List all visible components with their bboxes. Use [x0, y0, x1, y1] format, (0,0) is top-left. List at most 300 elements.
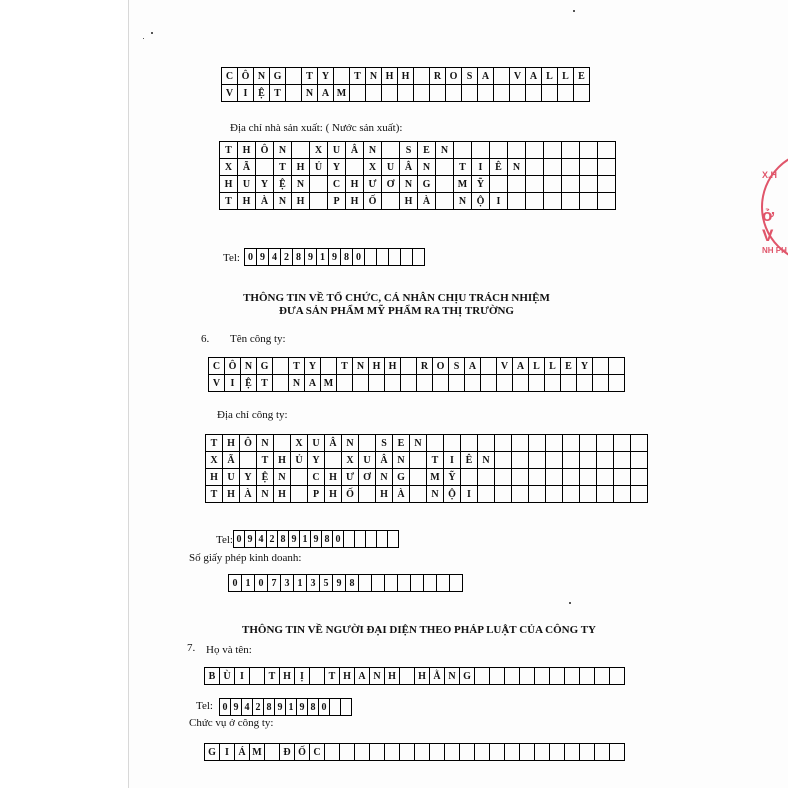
char-box	[529, 469, 546, 486]
char-box	[598, 142, 616, 159]
char-box: 0	[245, 249, 257, 266]
section7-number: 7.	[187, 642, 196, 654]
grid-row	[206, 469, 648, 486]
char-box: 4	[256, 531, 267, 548]
char-box	[580, 668, 595, 685]
char-box	[460, 744, 475, 761]
char-box	[414, 85, 430, 102]
char-box: T	[427, 452, 444, 469]
char-box	[325, 452, 342, 469]
char-box	[631, 486, 648, 503]
char-box: H	[223, 486, 240, 503]
char-box: H	[382, 68, 398, 85]
char-box: H	[274, 452, 291, 469]
char-box	[481, 375, 497, 392]
char-box: N	[353, 358, 369, 375]
char-box: Y	[318, 68, 334, 85]
char-box: V	[209, 375, 225, 392]
char-box	[436, 176, 454, 193]
char-box: E	[574, 68, 590, 85]
char-box	[508, 176, 526, 193]
grid-row	[222, 68, 590, 85]
char-box	[631, 435, 648, 452]
char-box	[495, 486, 512, 503]
char-box	[614, 486, 631, 503]
company-name-label: Tên công ty:	[230, 333, 286, 345]
char-box	[410, 486, 427, 503]
char-box: S	[462, 68, 478, 85]
char-box: Â	[376, 452, 393, 469]
char-box	[382, 85, 398, 102]
char-box	[580, 486, 597, 503]
char-box: Ủ	[310, 159, 328, 176]
char-box: 9	[311, 531, 322, 548]
char-box: Y	[577, 358, 593, 375]
char-box	[472, 142, 490, 159]
char-box: Ỹ	[444, 469, 461, 486]
char-box	[410, 469, 427, 486]
char-box: 7	[268, 575, 281, 592]
char-box: 9	[297, 699, 308, 716]
char-box	[433, 375, 449, 392]
representative-name-grid	[204, 667, 625, 685]
char-box	[240, 452, 257, 469]
char-box	[346, 159, 364, 176]
char-box: A	[305, 375, 321, 392]
char-box: Ơ	[359, 469, 376, 486]
char-box: T	[220, 193, 238, 210]
char-box: H	[398, 68, 414, 85]
char-box: À	[418, 193, 436, 210]
char-box	[411, 575, 424, 592]
section6-heading-line1: THÔNG TIN VỀ TỔ CHỨC, CÁ NHÂN CHỊU TRÁCH NHIỆM	[243, 292, 550, 304]
char-box: C	[222, 68, 238, 85]
stamp-text-mid: ở V	[762, 206, 775, 245]
char-box: V	[222, 85, 238, 102]
char-box: N	[393, 452, 410, 469]
char-box	[610, 744, 625, 761]
char-box: Ô	[225, 358, 241, 375]
char-box: N	[364, 142, 382, 159]
char-box	[377, 249, 389, 266]
char-box	[513, 375, 529, 392]
char-box: U	[308, 435, 325, 452]
char-box	[546, 486, 563, 503]
manufacturer-name-grid	[221, 67, 590, 102]
char-box: 3	[281, 575, 294, 592]
char-box: X	[220, 159, 238, 176]
char-box	[593, 375, 609, 392]
char-box: P	[308, 486, 325, 503]
char-box	[359, 435, 376, 452]
char-box	[542, 85, 558, 102]
char-box	[494, 68, 510, 85]
char-box: T	[274, 159, 292, 176]
manufacturer-tel-label: Tel:	[223, 252, 240, 264]
char-box: Ằ	[430, 668, 445, 685]
char-box: Ố	[364, 193, 382, 210]
scan-speck	[573, 10, 575, 12]
char-box	[359, 575, 372, 592]
char-box: Ô	[238, 68, 254, 85]
char-box: 0	[229, 575, 242, 592]
char-box: Ệ	[254, 85, 270, 102]
char-box: Y	[305, 358, 321, 375]
char-box: 1	[300, 531, 311, 548]
char-box: T	[289, 358, 305, 375]
char-box: N	[257, 486, 274, 503]
char-box: S	[376, 435, 393, 452]
char-box: H	[274, 486, 291, 503]
char-box: T	[337, 358, 353, 375]
char-box	[495, 435, 512, 452]
representative-position-grid	[204, 743, 625, 761]
char-box	[520, 744, 535, 761]
char-box	[512, 452, 529, 469]
representative-tel-label: Tel:	[196, 700, 213, 712]
char-box: 9	[333, 575, 346, 592]
char-box	[558, 85, 574, 102]
char-box: H	[385, 358, 401, 375]
char-box	[512, 486, 529, 503]
char-box: 8	[278, 531, 289, 548]
char-box: R	[430, 68, 446, 85]
representative-name-label: Họ và tên:	[206, 644, 252, 656]
char-box: N	[302, 85, 318, 102]
char-box: H	[400, 193, 418, 210]
char-box: N	[366, 68, 382, 85]
char-box	[508, 193, 526, 210]
char-box	[529, 435, 546, 452]
char-box: Ô	[256, 142, 274, 159]
char-box: H	[238, 142, 256, 159]
char-box: 0	[333, 531, 344, 548]
char-box: A	[478, 68, 494, 85]
char-box	[550, 668, 565, 685]
char-box: I	[225, 375, 241, 392]
char-box: Ã	[238, 159, 256, 176]
char-box: Â	[400, 159, 418, 176]
scan-speck	[151, 32, 153, 34]
char-box	[385, 375, 401, 392]
char-box	[631, 469, 648, 486]
char-box	[413, 249, 425, 266]
char-box	[478, 85, 494, 102]
char-box: Ư	[364, 176, 382, 193]
char-box: U	[238, 176, 256, 193]
char-box	[580, 469, 597, 486]
char-box	[609, 375, 625, 392]
char-box: G	[418, 176, 436, 193]
char-box: L	[558, 68, 574, 85]
char-box	[631, 452, 648, 469]
char-box	[505, 668, 520, 685]
char-box	[598, 193, 616, 210]
char-box: Ù	[220, 668, 235, 685]
char-box	[461, 469, 478, 486]
char-box	[526, 193, 544, 210]
grid-row	[205, 668, 625, 685]
char-box: U	[382, 159, 400, 176]
char-box: Á	[235, 744, 250, 761]
grid-row	[220, 142, 616, 159]
char-box: Ố	[342, 486, 359, 503]
char-box	[400, 668, 415, 685]
stamp-text-bottom: NH PH	[762, 246, 787, 255]
char-box: C	[310, 744, 325, 761]
business-license-label: Số giấy phép kinh doanh:	[189, 552, 302, 564]
char-box	[410, 452, 427, 469]
char-box: O	[446, 68, 462, 85]
company-address-label: Địa chỉ công ty:	[217, 409, 288, 421]
manufacturer-address-grid	[219, 141, 616, 210]
char-box	[370, 744, 385, 761]
char-box: H	[415, 668, 430, 685]
char-box: 9	[275, 699, 286, 716]
char-box: H	[238, 193, 256, 210]
char-box: I	[472, 159, 490, 176]
char-box	[563, 469, 580, 486]
char-box: G	[257, 358, 273, 375]
char-box: O	[433, 358, 449, 375]
char-box	[400, 744, 415, 761]
char-box	[478, 486, 495, 503]
char-box	[478, 435, 495, 452]
char-box	[291, 486, 308, 503]
char-box	[250, 668, 265, 685]
char-box: T	[206, 435, 223, 452]
char-box	[546, 435, 563, 452]
char-box	[401, 358, 417, 375]
company-tel-grid	[233, 530, 399, 548]
char-box	[562, 176, 580, 193]
char-box: 2	[267, 531, 278, 548]
char-box: 4	[242, 699, 253, 716]
char-box: 0	[319, 699, 330, 716]
char-box: N	[342, 435, 359, 452]
char-box	[355, 744, 370, 761]
char-box	[574, 85, 590, 102]
char-box: N	[274, 469, 291, 486]
char-box: 1	[242, 575, 255, 592]
char-box: G	[205, 744, 220, 761]
char-box: 9	[305, 249, 317, 266]
char-box: S	[449, 358, 465, 375]
char-box: T	[350, 68, 366, 85]
char-box	[614, 469, 631, 486]
char-box	[446, 85, 462, 102]
section6-number: 6.	[201, 333, 210, 345]
char-box: 0	[353, 249, 365, 266]
char-box	[550, 744, 565, 761]
char-box	[310, 668, 325, 685]
char-box	[337, 375, 353, 392]
char-box: I	[220, 744, 235, 761]
scan-speck	[569, 602, 571, 604]
char-box	[598, 159, 616, 176]
char-box	[614, 435, 631, 452]
char-box: N	[445, 668, 460, 685]
char-box	[597, 486, 614, 503]
char-box: B	[205, 668, 220, 685]
char-box: L	[529, 358, 545, 375]
char-box: 9	[329, 249, 341, 266]
char-box: T	[302, 68, 318, 85]
char-box	[385, 575, 398, 592]
char-box: A	[355, 668, 370, 685]
char-box: Ộ	[444, 486, 461, 503]
char-box: Ố	[295, 744, 310, 761]
char-box	[529, 452, 546, 469]
char-box: L	[545, 358, 561, 375]
char-box	[497, 375, 513, 392]
char-box: R	[417, 358, 433, 375]
char-box: Ư	[342, 469, 359, 486]
char-box: 9	[257, 249, 269, 266]
char-box	[274, 435, 291, 452]
char-box	[310, 176, 328, 193]
char-box: M	[334, 85, 350, 102]
char-box	[562, 193, 580, 210]
char-box	[490, 744, 505, 761]
char-box: Đ	[280, 744, 295, 761]
char-box: Â	[325, 435, 342, 452]
char-box	[580, 452, 597, 469]
char-box	[366, 531, 377, 548]
char-box: X	[206, 452, 223, 469]
char-box: I	[444, 452, 461, 469]
char-box: C	[328, 176, 346, 193]
char-box	[490, 142, 508, 159]
char-box: N	[436, 142, 454, 159]
char-box: Ị	[295, 668, 310, 685]
business-license-grid	[228, 574, 463, 592]
char-box	[597, 452, 614, 469]
char-box	[444, 435, 461, 452]
section6-heading-line2: ĐƯA SẢN PHẨM MỸ PHẨM RA THỊ TRƯỜNG	[279, 305, 514, 317]
char-box	[526, 176, 544, 193]
grid-row	[220, 193, 616, 210]
char-box	[445, 744, 460, 761]
char-box	[544, 142, 562, 159]
char-box: H	[220, 176, 238, 193]
char-box	[597, 435, 614, 452]
representative-position-label: Chức vụ ở công ty:	[189, 717, 274, 729]
char-box	[366, 85, 382, 102]
char-box	[490, 176, 508, 193]
char-box	[526, 85, 542, 102]
char-box: N	[274, 193, 292, 210]
char-box	[424, 575, 437, 592]
char-box	[526, 142, 544, 159]
char-box	[427, 435, 444, 452]
char-box: 0	[234, 531, 245, 548]
char-box: X	[310, 142, 328, 159]
char-box: T	[454, 159, 472, 176]
char-box	[286, 68, 302, 85]
char-box	[565, 668, 580, 685]
char-box: 1	[317, 249, 329, 266]
char-box: C	[308, 469, 325, 486]
char-box	[385, 744, 400, 761]
char-box: A	[465, 358, 481, 375]
char-box	[462, 85, 478, 102]
char-box: 9	[289, 531, 300, 548]
scan-speck	[143, 38, 144, 39]
char-box	[359, 486, 376, 503]
char-box	[597, 469, 614, 486]
char-box: U	[223, 469, 240, 486]
char-box	[598, 176, 616, 193]
char-box	[545, 375, 561, 392]
char-box	[577, 375, 593, 392]
char-box: C	[209, 358, 225, 375]
char-box	[369, 375, 385, 392]
char-box: H	[369, 358, 385, 375]
char-box	[382, 142, 400, 159]
grid-row	[209, 375, 625, 392]
char-box: Ỹ	[472, 176, 490, 193]
char-box: N	[410, 435, 427, 452]
char-box: P	[328, 193, 346, 210]
char-box: Ã	[223, 452, 240, 469]
char-box: N	[478, 452, 495, 469]
char-box: Ô	[240, 435, 257, 452]
company-seal-stamp	[759, 150, 788, 270]
char-box: Ệ	[274, 176, 292, 193]
grid-row	[206, 486, 648, 503]
char-box: M	[321, 375, 337, 392]
char-box	[355, 531, 366, 548]
representative-tel-grid	[219, 698, 352, 716]
char-box: N	[418, 159, 436, 176]
char-box: Y	[240, 469, 257, 486]
char-box	[562, 159, 580, 176]
grid-row	[205, 744, 625, 761]
char-box: 0	[255, 575, 268, 592]
char-box	[256, 159, 274, 176]
company-tel-label: Tel:	[216, 534, 233, 546]
char-box	[437, 575, 450, 592]
char-box	[562, 142, 580, 159]
char-box	[436, 193, 454, 210]
char-box	[291, 469, 308, 486]
char-box: I	[235, 668, 250, 685]
char-box	[430, 744, 445, 761]
char-box: N	[241, 358, 257, 375]
char-box	[475, 744, 490, 761]
char-box: G	[270, 68, 286, 85]
char-box	[330, 699, 341, 716]
company-address-grid	[205, 434, 648, 503]
char-box	[508, 142, 526, 159]
char-box	[353, 375, 369, 392]
char-box	[609, 358, 625, 375]
grid-row	[206, 435, 648, 452]
char-box: N	[454, 193, 472, 210]
char-box: H	[292, 193, 310, 210]
char-box: Y	[308, 452, 325, 469]
char-box	[398, 85, 414, 102]
char-box: À	[240, 486, 257, 503]
section7-heading: THÔNG TIN VỀ NGƯỜI ĐẠI DIỆN THEO PHÁP LUẬT CỦA CÔNG TY	[242, 624, 596, 636]
char-box	[526, 159, 544, 176]
char-box	[505, 744, 520, 761]
char-box: H	[206, 469, 223, 486]
char-box: H	[346, 176, 364, 193]
manufacturer-address-label: Địa chỉ nhà sản xuất: ( Nước sản xuất):	[230, 122, 403, 134]
char-box: T	[257, 452, 274, 469]
